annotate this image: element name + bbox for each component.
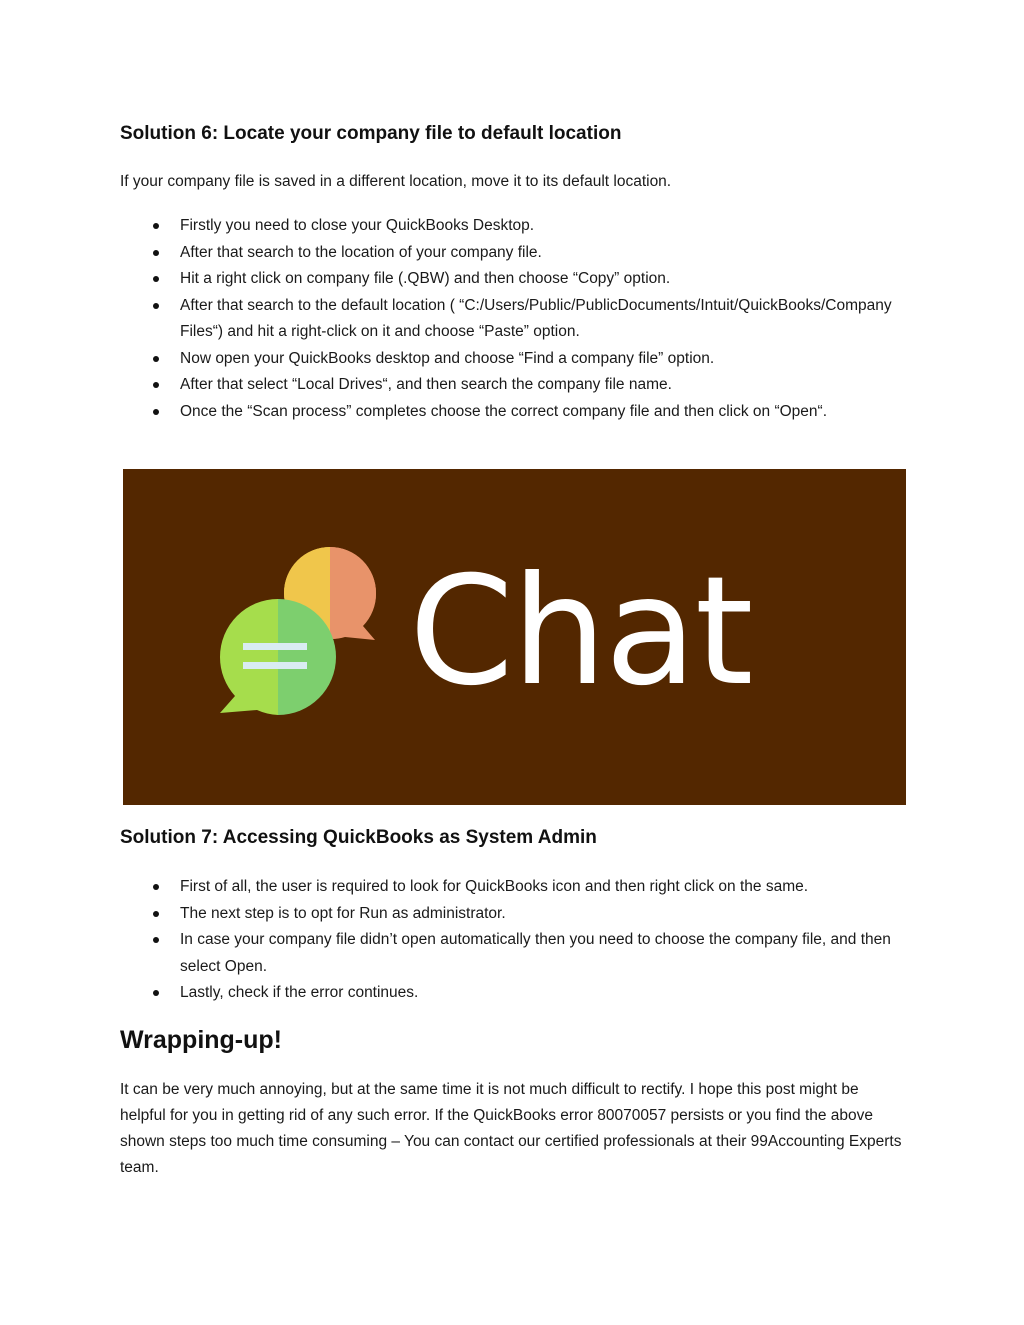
chat-word: Chat	[409, 545, 752, 719]
list-item: After that select “Local Drives“, and then search the company file name.	[120, 372, 910, 399]
list-item: Lastly, check if the error continues.	[120, 980, 910, 1007]
list-item: In case your company file didn’t open automatically then you need to choose the company file, and then select Open.	[120, 927, 910, 980]
bullet-icon	[153, 937, 159, 943]
list-item: The next step is to opt for Run as administrator.	[120, 901, 910, 928]
solution-6-list	[120, 213, 910, 425]
wrapping-up-text: It can be very much annoying, but at the same time it is not much difficult to rectify. I hope this post might be helpful for you in getting rid of any such error. If the QuickBooks error 80070057 persists or you find the above shown steps too much time consuming – You can contact our certified professionals at their 99Accounting Experts team.	[120, 1081, 902, 1176]
solution-7-heading: Solution 7: Accessing QuickBooks as System Admin	[120, 827, 597, 848]
bullet-icon	[153, 223, 159, 229]
bullet-icon	[153, 250, 159, 256]
bullet-icon	[153, 911, 159, 917]
list-item: Once the “Scan process” completes choose the correct company file and then click on “Open“.	[120, 399, 910, 426]
list-item: Now open your QuickBooks desktop and choose “Find a company file” option.	[120, 346, 910, 373]
bullet-icon	[153, 382, 159, 388]
front-bubble-icon	[220, 599, 336, 715]
solution-7-list	[120, 874, 910, 1007]
list-item: After that search to the default location ( “C:/Users/Public/PublicDocuments/Intuit/QuickBooks/Company Files“) and hit a right-click on it and choose “Paste” option.	[120, 293, 910, 346]
chat-banner	[123, 469, 906, 805]
list-item: After that search to the location of your company file.	[120, 240, 910, 267]
bullet-icon	[153, 303, 159, 309]
list-item: Hit a right click on company file (.QBW) and then choose “Copy” option.	[120, 266, 910, 293]
list-item: First of all, the user is required to look for QuickBooks icon and then right click on the same.	[120, 874, 910, 901]
bullet-icon	[153, 356, 159, 362]
bullet-icon	[153, 276, 159, 282]
bullet-icon	[153, 990, 159, 996]
solution-6-heading: Solution 6: Locate your company file to default location	[120, 123, 622, 144]
bullet-icon	[153, 409, 159, 415]
bullet-icon	[153, 884, 159, 890]
solution-6-intro: If your company file is saved in a different location, move it to its default location.	[120, 173, 672, 190]
wrapping-up-heading: Wrapping-up!	[120, 1026, 282, 1054]
list-item: Firstly you need to close your QuickBooks Desktop.	[120, 213, 910, 240]
